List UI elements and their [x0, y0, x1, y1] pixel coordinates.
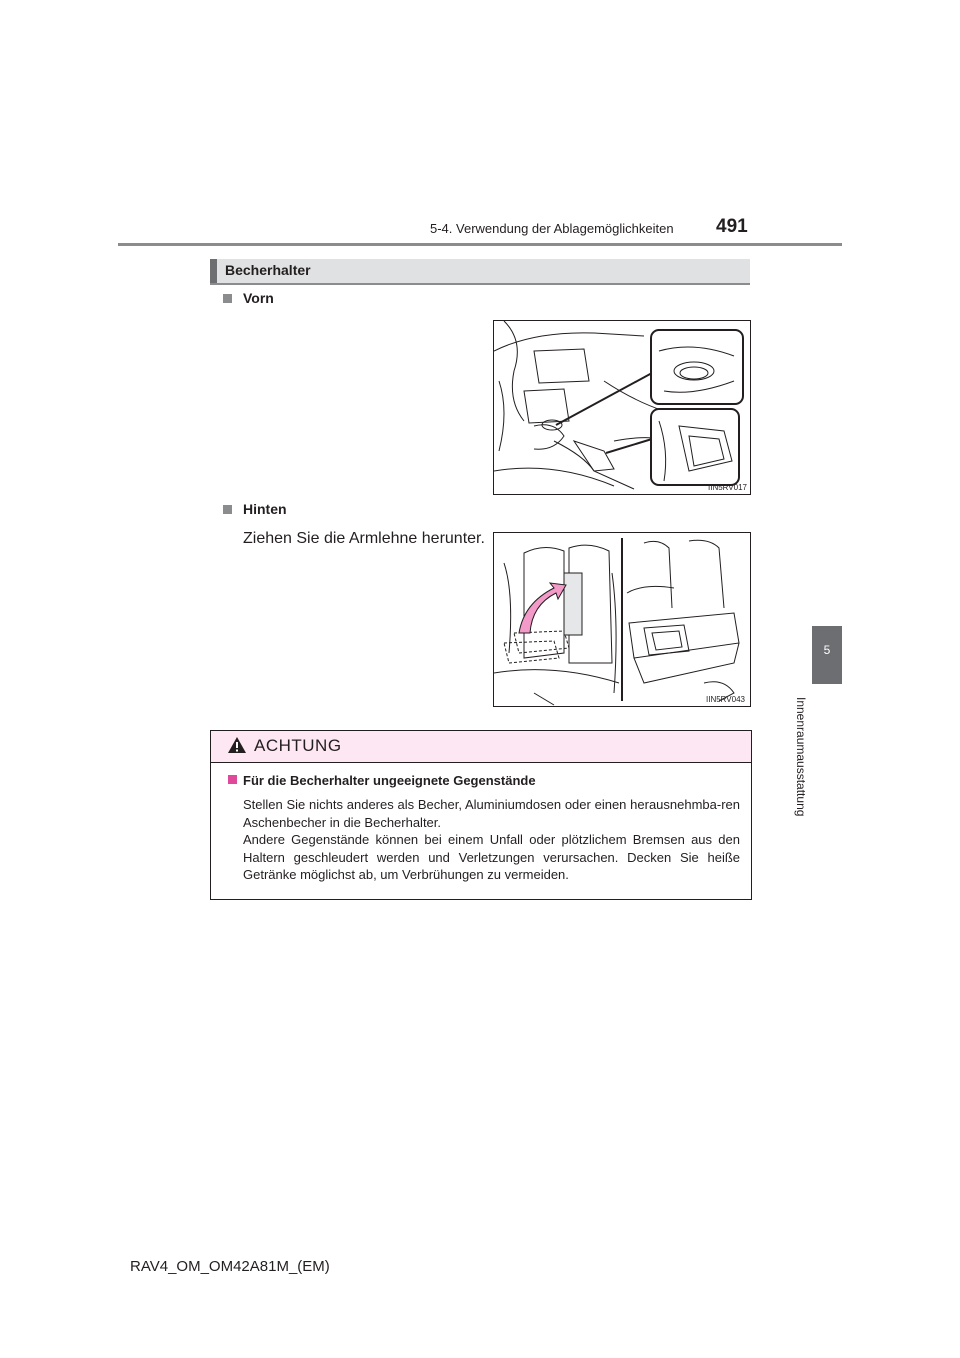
- warning-body: [243, 796, 740, 884]
- header-section-title: 5-4. Verwendung der Ablagemöglichkeiten: [430, 221, 674, 236]
- warning-bullet-icon: [228, 775, 237, 784]
- front-cup-holder-figure: [493, 320, 751, 495]
- bullet-square-icon: [223, 294, 232, 303]
- front-figure-code: IIN5RV017: [708, 483, 747, 492]
- rear-figure-code: IIN5RV043: [706, 695, 745, 704]
- header-divider: [118, 243, 842, 246]
- section-title: Becherhalter: [225, 262, 311, 278]
- warning-paragraph-1: Stellen Sie nichts anderes als Becher, Aluminiumdosen oder einen herausnehmba-ren Aschenbecher in die Becherhalter.: [243, 797, 740, 830]
- front-cup-holder-illustration: [494, 321, 750, 494]
- chapter-number: 5: [823, 643, 831, 657]
- warning-triangle-icon: [227, 736, 247, 754]
- warning-paragraph-2: Andere Gegenstände können bei einem Unfall oder plötzlichem Bremsen aus den Haltern geschleudert werden und Verletzungen verursachen. Decken Sie heiße Getränke möglichst ab, um Verbrühungen zu vermeiden.: [243, 832, 740, 882]
- section-heading-accent: [210, 259, 217, 283]
- page-number: 491: [716, 216, 748, 237]
- chapter-title: Innenraumausstattung: [794, 697, 808, 817]
- rear-instruction: Ziehen Sie die Armlehne herunter.: [243, 530, 485, 547]
- manual-code: RAV4_OM_OM42A81M_(EM): [130, 1258, 330, 1275]
- rear-cup-holder-figure: [493, 532, 751, 707]
- front-label: Vorn: [243, 290, 274, 306]
- warning-subtitle: Für die Becherhalter ungeeignete Gegenstände: [243, 773, 536, 788]
- rear-label: Hinten: [243, 501, 287, 517]
- rear-cup-holder-illustration: [494, 533, 750, 706]
- warning-title: ACHTUNG: [254, 736, 342, 755]
- bullet-square-icon: [223, 505, 232, 514]
